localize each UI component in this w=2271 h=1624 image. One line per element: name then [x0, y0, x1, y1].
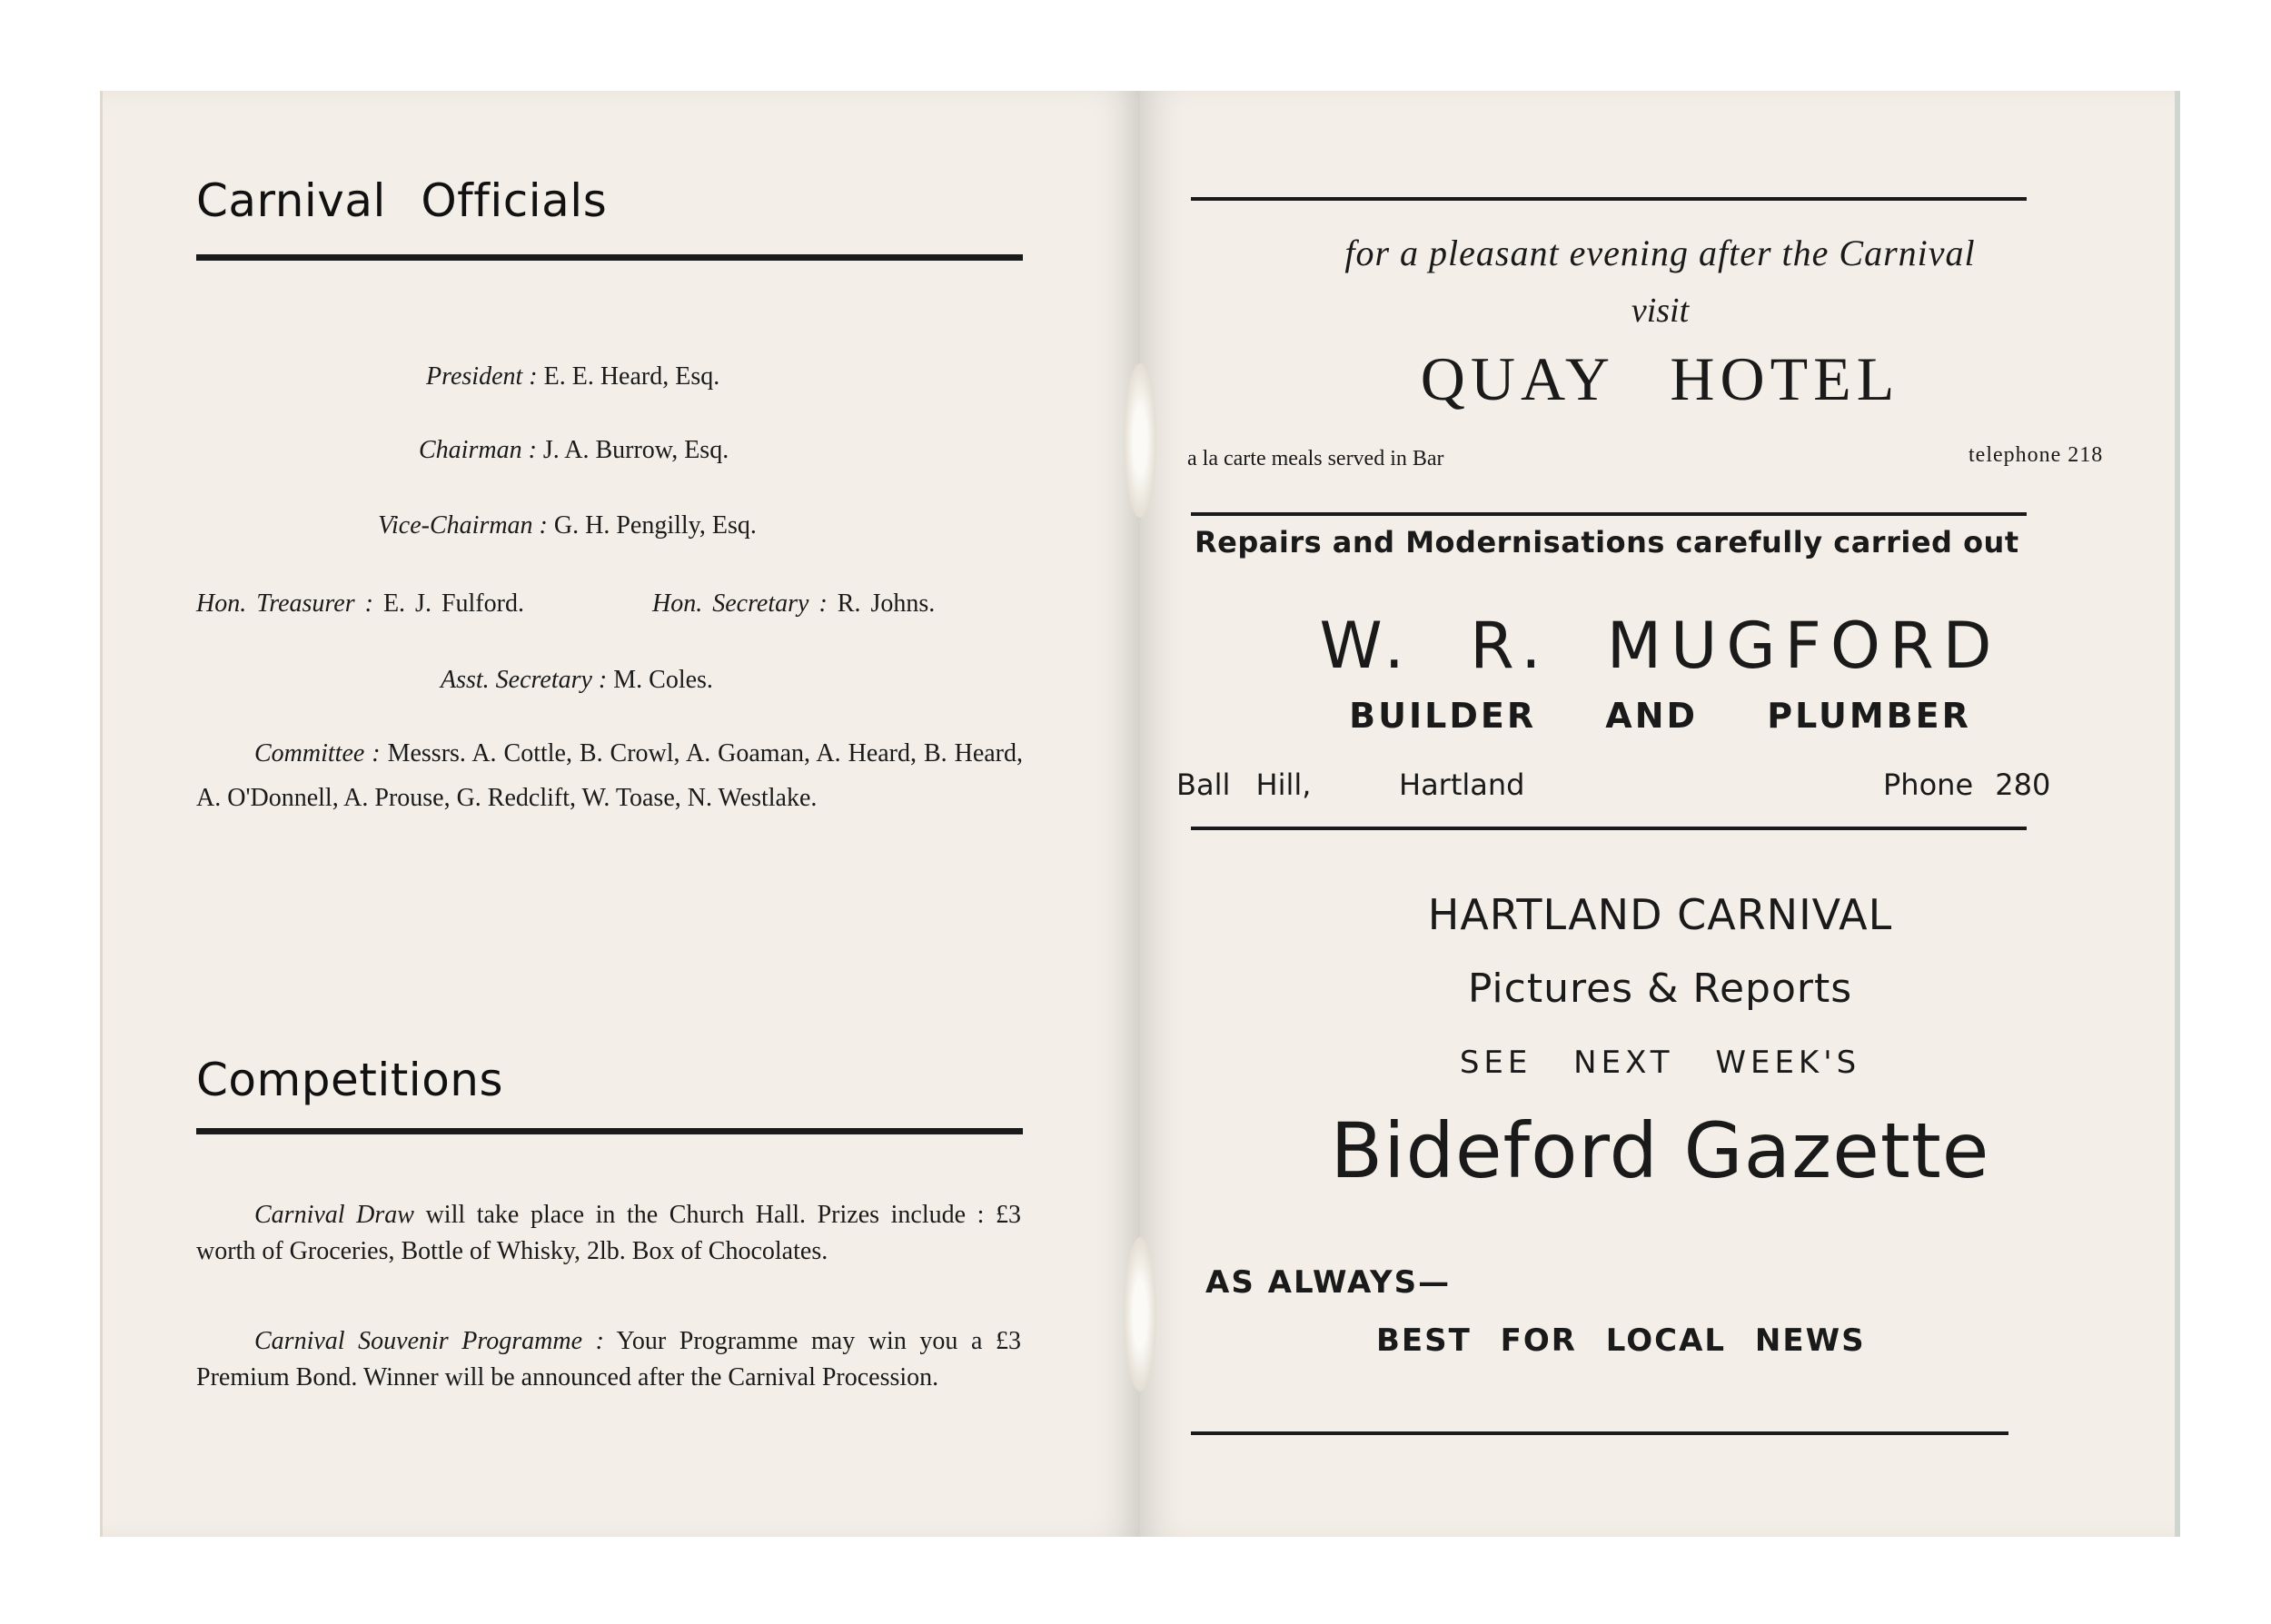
gazette-paper-name: Bideford Gazette	[1330, 1106, 1990, 1195]
gazette-best-local-news: BEST FOR LOCAL NEWS	[1376, 1322, 1866, 1359]
officials-heading: Carnival Officials	[196, 174, 608, 227]
carnival-draw-text: will take place in the Church Hall. Prizes include : £3 worth of Groceries, Bottle of Whisky, 2lb. Box of Chocolates.	[196, 1201, 1022, 1265]
souvenir-lead: Carnival Souvenir Programme :	[254, 1327, 604, 1355]
right-page	[1140, 91, 2180, 1537]
carnival-draw-lead: Carnival Draw	[254, 1201, 414, 1229]
quay-hotel-rule	[1191, 512, 2027, 516]
left-page	[100, 91, 1140, 1537]
gazette-headline: HARTLAND CARNIVAL	[1427, 890, 1893, 939]
competitions-heading: Competitions	[196, 1054, 504, 1106]
souvenir-text: Your Programme may win you a £3 Premium Bond. Winner will be announced after the Carnival Procession.	[196, 1327, 1022, 1391]
secretary-line	[652, 589, 935, 619]
quay-hotel-tagline: for a pleasant evening after the Carnival	[1344, 233, 1976, 273]
president-role: President :	[426, 362, 538, 391]
president-name: E. E. Heard, Esq.	[543, 362, 720, 391]
mugford-address-town: Hartland	[1399, 767, 1525, 802]
mugford-name: W. R. MUGFORD	[1319, 609, 2001, 683]
staple-top	[1124, 363, 1156, 518]
carnival-draw-paragraph	[196, 1197, 1021, 1270]
treasurer-line	[196, 589, 524, 619]
committee-role: Committee :	[254, 739, 381, 767]
committee-names: Messrs. A. Cottle, B. Crowl, A. Goaman, A. Heard, B. Heard, A. O'Donnell, A. Prouse, G. Redclift, W. Toase, N. Westlake.	[196, 739, 1024, 812]
mugford-phone: Phone 280	[1883, 767, 2051, 802]
committee-paragraph	[196, 731, 1023, 820]
mugford-rule	[1191, 827, 2027, 830]
asst-secretary-name: M. Coles.	[613, 666, 713, 694]
staple-bottom	[1124, 1237, 1156, 1391]
vice-chairman-role: Vice-Chairman :	[378, 511, 548, 540]
quay-hotel-meals: a la carte meals served in Bar	[1187, 447, 1444, 470]
president-line	[426, 361, 719, 392]
gazette-subhead: Pictures & Reports	[1467, 965, 1853, 1012]
vice-chairman-line	[378, 510, 757, 541]
asst-secretary-role: Asst. Secretary :	[441, 666, 608, 694]
officials-heading-rule	[196, 254, 1023, 261]
quay-hotel-telephone: telephone 218	[1969, 443, 2104, 467]
mugford-trade: BUILDER AND PLUMBER	[1349, 696, 1971, 736]
chairman-line	[419, 435, 729, 466]
mugford-address-street: Ball Hill,	[1176, 767, 1312, 802]
chairman-name: J. A. Burrow, Esq.	[542, 436, 729, 464]
quay-hotel-name: QUAY HOTEL	[1420, 344, 1900, 413]
booklet-spread	[100, 91, 2180, 1537]
repairs-line: Repairs and Modernisations carefully carried out	[1195, 525, 2019, 559]
bottom-rule	[1191, 1431, 2008, 1435]
treasurer-role: Hon. Treasurer :	[196, 589, 373, 618]
top-rule	[1191, 197, 2027, 201]
secretary-role: Hon. Secretary :	[652, 589, 828, 618]
chairman-role: Chairman :	[419, 436, 537, 464]
quay-hotel-visit: visit	[1631, 292, 1690, 330]
secretary-name: R. Johns.	[837, 589, 936, 618]
souvenir-programme-paragraph	[196, 1323, 1021, 1396]
gazette-see-next: SEE NEXT WEEK'S	[1459, 1045, 1861, 1081]
treasurer-name: E. J. Fulford.	[382, 589, 524, 618]
vice-chairman-name: G. H. Pengilly, Esq.	[553, 511, 757, 540]
competitions-heading-rule	[196, 1128, 1023, 1134]
gazette-as-always: AS ALWAYS—	[1205, 1264, 1452, 1301]
asst-secretary-line	[441, 665, 713, 696]
